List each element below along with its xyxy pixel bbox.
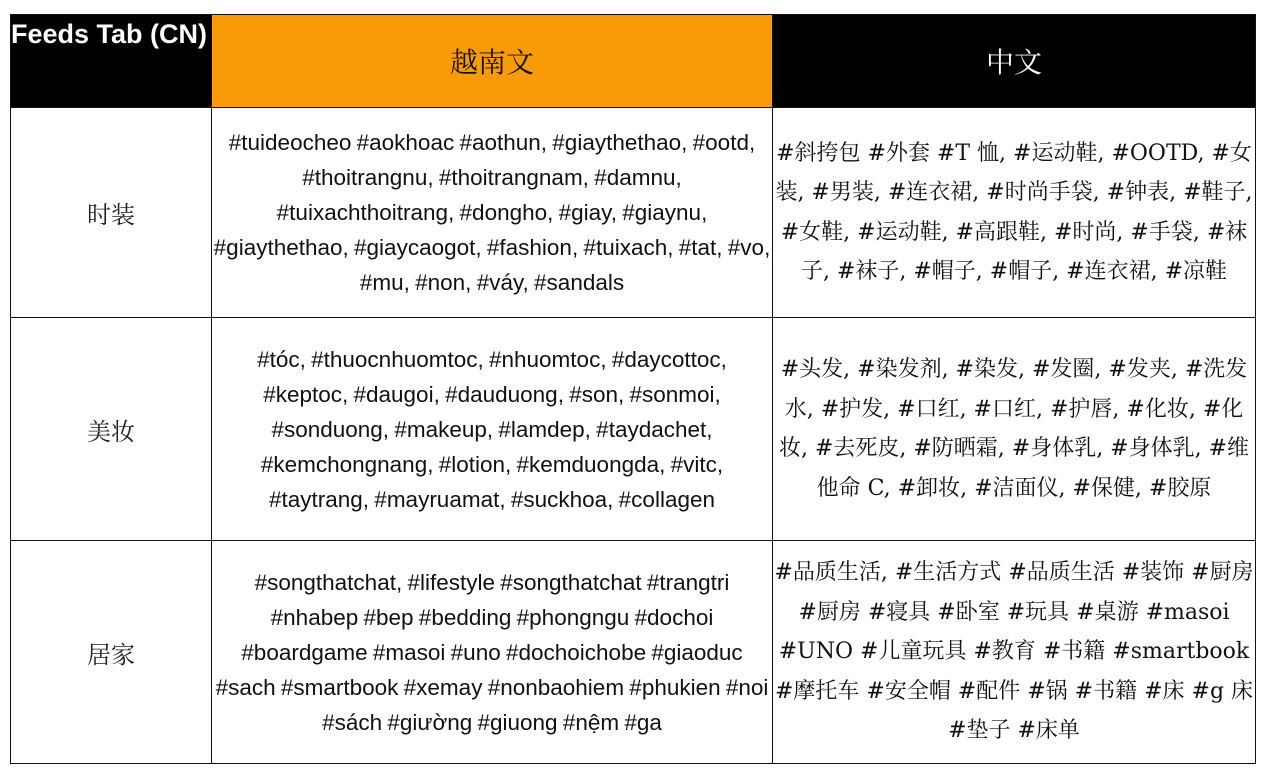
chinese-column-header: 中文 (773, 15, 1256, 108)
table-row (11, 108, 1256, 318)
category-cell: 美妆 (11, 318, 212, 541)
table-row (11, 541, 1256, 764)
category-cell: 时装 (11, 108, 212, 318)
table-row (11, 318, 1256, 541)
chinese-hashtags-cell: #头发, #染发剂, #染发, #发圈, #发夹, #洗发水, #护发, #口红, #口红, #护唇, #化妆, #化妆, #去死皮, #防晒霜, #身体乳, #身体乳, #维他命 C, #卸妆, #洁面仪, #保健, #胶原 (773, 318, 1256, 541)
header-row (11, 15, 1256, 108)
category-cell: 居家 (11, 541, 212, 764)
vietnamese-hashtags-cell: #tóc, #thuocnhuomtoc, #nhuomtoc, #daycottoc, #keptoc, #daugoi, #dauduong, #son, #sonmoi, #sonduong, #makeup, #lamdep, #taydachet, #kemchongnang, #lotion, #kemduongda, #vitc, #taytrang, #mayruamat, #suckhoa, #collagen (212, 318, 773, 541)
vietnamese-hashtags-cell: #tuideocheo #aokhoac #aothun, #giaythethao, #ootd, #thoitrangnu, #thoitrangnam, #damnu, #tuixachthoitrang, #dongho, #giay, #giaynu, #giaythethao, #giaycaogot, #fashion, #tuixach, #tat, #vo, #mu, #non, #váy, #sandals (212, 108, 773, 318)
feeds-tab-table (10, 14, 1256, 764)
vietnamese-hashtags-cell: #songthatchat, #lifestyle #songthatchat #trangtri #nhabep #bep #bedding #phongngu #dochoi #boardgame #masoi #uno #dochoichobe #giaoduc #sach #smartbook #xemay #nonbaohiem #phukien #noi #sách #giường #giuong #nệm #ga (212, 541, 773, 764)
chinese-hashtags-cell: #斜挎包 #外套 #T 恤, #运动鞋, #OOTD, #女装, #男装, #连衣裙, #时尚手袋, #钟表, #鞋子, #女鞋, #运动鞋, #高跟鞋, #时尚, #手袋, #袜子, #袜子, #帽子, #帽子, #连衣裙, #凉鞋 (773, 108, 1256, 318)
vietnamese-column-header: 越南文 (212, 15, 773, 108)
chinese-hashtags-cell: #品质生活, #生活方式 #品质生活 #装饰 #厨房 #厨房 #寝具 #卧室 #玩具 #桌游 #masoi #UNO #儿童玩具 #教育 #书籍 #smartbook #摩托车 #安全帽 #配件 #锅 #书籍 #床 #g 床 #垫子 #床单 (773, 541, 1256, 764)
corner-header: Feeds Tab (CN) (11, 15, 212, 108)
